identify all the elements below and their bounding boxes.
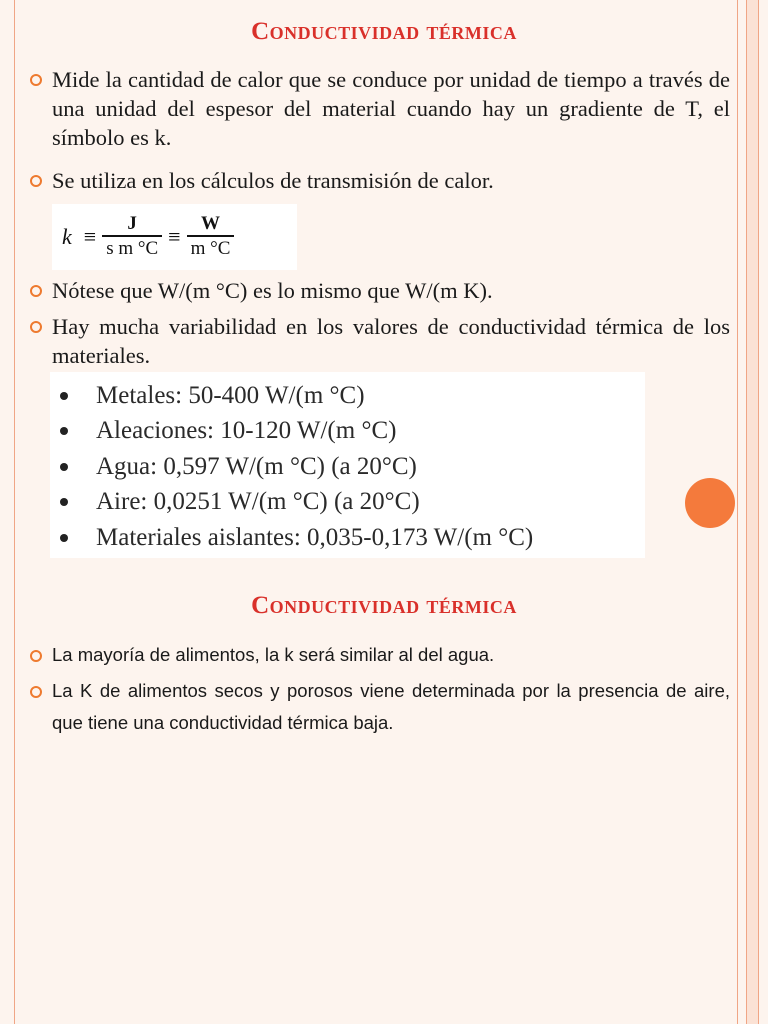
right-outer-line-2 [758, 0, 759, 1024]
conductivity-equation [52, 204, 297, 270]
left-border-line [14, 0, 15, 1024]
equation-fraction-1 [102, 213, 162, 261]
equation-symbol: k [62, 224, 72, 249]
material-item-aire [60, 485, 645, 521]
bullet-circle-icon [30, 74, 42, 86]
right-decor-band [746, 0, 758, 1024]
material-item-agua [60, 449, 645, 485]
material-text: Agua: 0,597 W/(m °C) (a 20°C) [96, 452, 417, 480]
bullet-text: Mide la cantidad de calor que se conduce por unidad de tiempo a través de una unidad del espesor del material cuando hay un gradiente de T, el símbolo es k. [52, 67, 730, 150]
accent-circle-icon [685, 478, 735, 528]
material-text: Metales: 50-400 W/(m °C) [96, 381, 365, 409]
slide1-bullet-4 [30, 312, 730, 370]
slide1-bullet-1 [30, 65, 730, 152]
slide2-title: Conductividad térmica [251, 592, 517, 619]
bullet-text: Hay mucha variabilidad en los valores de conductividad térmica de los materiales. [52, 314, 730, 368]
slide2-bullet-2 [30, 675, 730, 739]
material-item-aislantes [60, 520, 645, 556]
equation-equiv-sign: ≡ [168, 224, 181, 249]
slide1-title: Conductividad térmica [251, 18, 517, 45]
right-outer-line [746, 0, 747, 1024]
list-dot-icon [60, 463, 68, 471]
material-item-aleaciones [60, 414, 645, 450]
bullet-circle-icon [30, 650, 42, 662]
slide1-bullet-3 [30, 276, 730, 305]
fraction-numerator: J [127, 213, 137, 235]
material-text: Materiales aislantes: 0,035-0,173 W/(m °C) [96, 523, 534, 551]
bullet-circle-icon [30, 285, 42, 297]
list-dot-icon [60, 392, 68, 400]
bullet-circle-icon [30, 175, 42, 187]
bullet-circle-icon [30, 321, 42, 333]
bullet-text: La K de alimentos secos y porosos viene determinada por la presencia de aire, que tiene una conductividad térmica baja. [52, 680, 730, 733]
material-item-metales [60, 378, 645, 414]
equation-fraction-2 [187, 213, 235, 261]
fraction-numerator: W [200, 213, 220, 235]
materials-list [50, 372, 645, 558]
bullet-text: La mayoría de alimentos, la k será similar al del agua. [52, 644, 495, 665]
slide1-bullet-2 [30, 166, 730, 195]
material-text: Aleaciones: 10-120 W/(m °C) [96, 417, 397, 445]
slide2-bullet-1 [30, 639, 730, 671]
right-border-line [737, 0, 738, 1024]
equation-equiv-sign: ≡ [83, 224, 97, 249]
material-text: Aire: 0,0251 W/(m °C) (a 20°C) [96, 488, 420, 516]
fraction-denominator: m °C [190, 237, 231, 259]
bullet-circle-icon [30, 686, 42, 698]
list-dot-icon [60, 427, 68, 435]
fraction-denominator: s m °C [106, 237, 159, 259]
bullet-text: Se utiliza en los cálculos de transmisión de calor. [52, 168, 494, 193]
bullet-text: Nótese que W/(m °C) es lo mismo que W/(m K). [52, 278, 493, 303]
list-dot-icon [60, 498, 68, 506]
list-dot-icon [60, 534, 68, 542]
